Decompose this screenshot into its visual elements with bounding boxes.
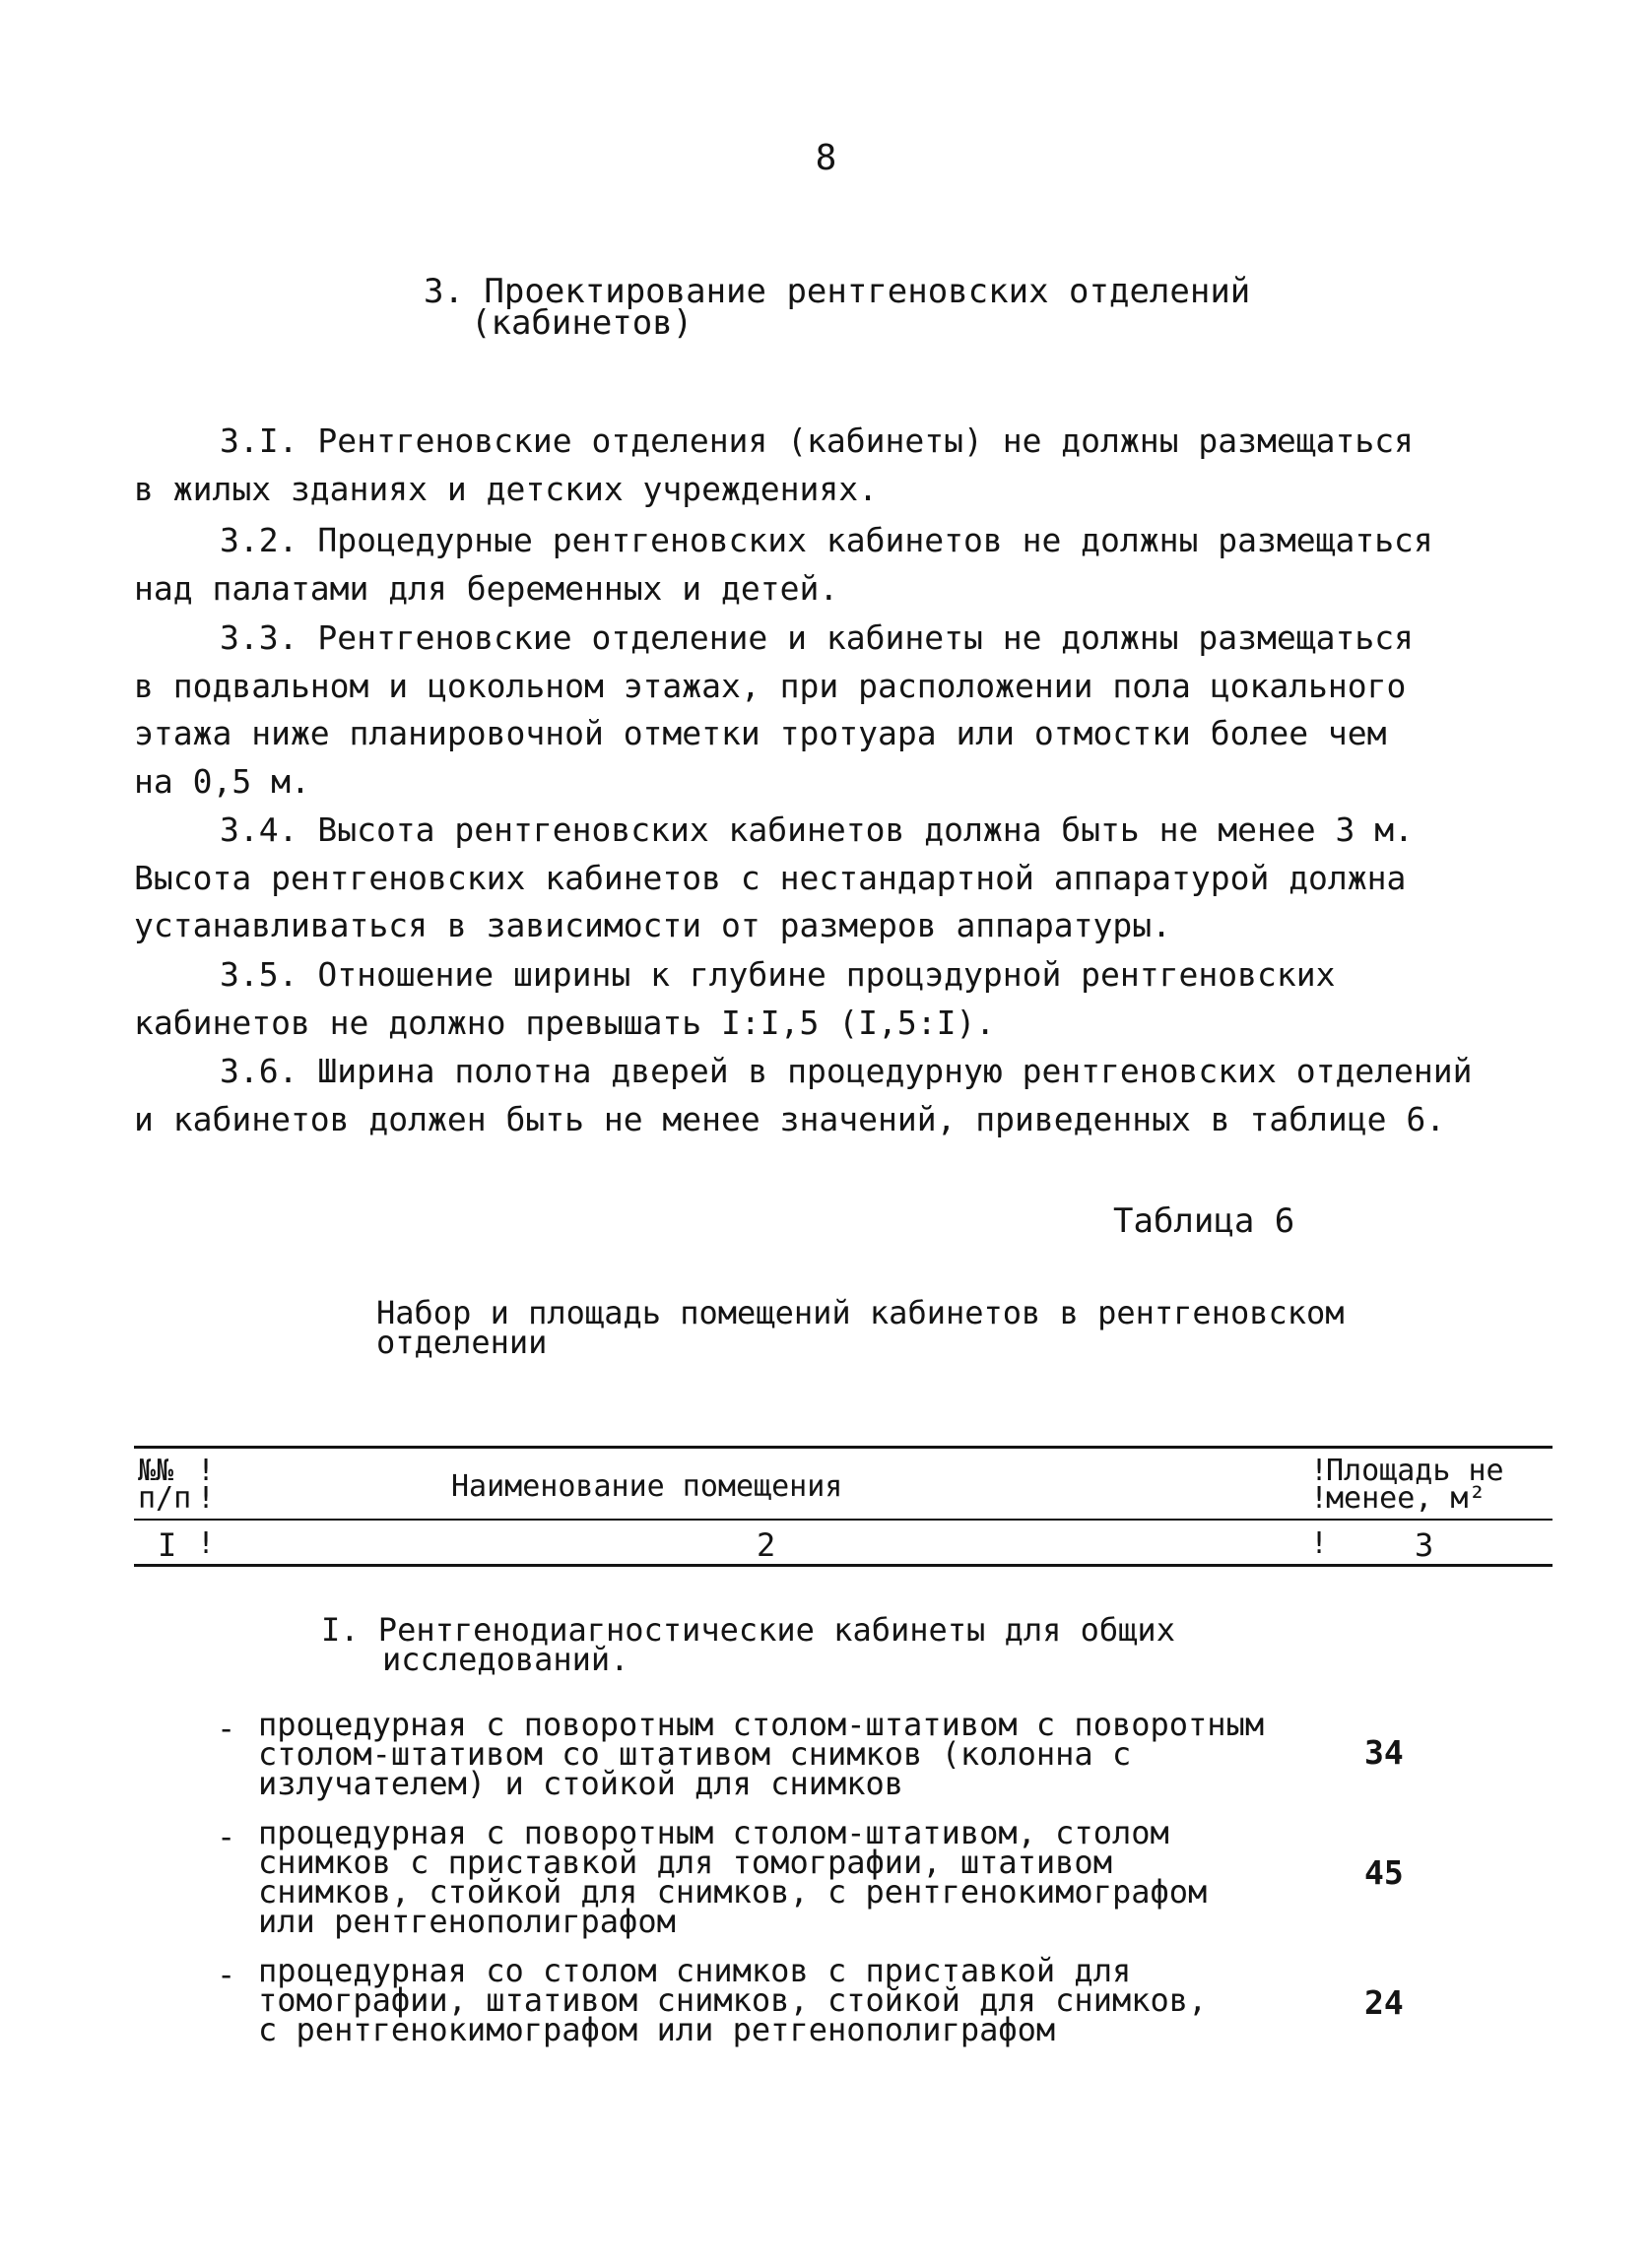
table-header-rule	[134, 1519, 1553, 1521]
table-numbers-rule	[134, 1564, 1553, 1567]
table-section-line2: исследований.	[382, 1641, 629, 1678]
col-header-number	[138, 1454, 192, 1516]
col-header-area-line1: Площадь не	[1326, 1454, 1504, 1488]
table-title	[376, 1294, 1345, 1361]
column-separator: !	[1310, 1454, 1329, 1488]
table-section-line1: I. Рентгенодиагностические кабинеты для общих	[321, 1611, 1175, 1649]
table-row	[217, 1814, 1487, 1956]
col-header-area	[1326, 1454, 1504, 1516]
paragraph-line: в жилых зданиях и детских учреждениях.	[134, 469, 878, 508]
table-title-line2: отделении	[376, 1324, 548, 1361]
table-section-heading	[321, 1611, 1175, 1678]
paragraph-3-4	[134, 807, 1414, 950]
paragraph-line: над палатами для беременных и детей.	[134, 568, 839, 608]
room-area: 34	[1364, 1733, 1404, 1772]
paragraph-3-1	[134, 418, 1414, 513]
col-header-name: Наименование помещения	[451, 1469, 843, 1504]
paragraph-line: 3.4. Высота рентгеновских кабинетов должна быть не менее 3 м.	[220, 810, 1414, 849]
col-header-number-line1: №№	[138, 1454, 174, 1488]
col-number-2: 2	[757, 1526, 776, 1564]
column-separator: !	[197, 1481, 216, 1516]
column-separator: !	[197, 1454, 216, 1488]
section-heading-line2: (кабинетов)	[471, 303, 694, 343]
paragraph-line: и кабинетов должен быть не менее значений, приведенных в таблице 6.	[134, 1099, 1446, 1138]
list-dash: -	[217, 1956, 236, 1993]
paragraph-3-5	[134, 951, 1335, 1047]
paragraph-line: в подвальном и цокольном этажах, при расположении пола цокального	[134, 666, 1407, 705]
table-label: Таблица 6	[1113, 1201, 1295, 1241]
paragraph-3-6	[134, 1048, 1473, 1143]
column-separator: !	[197, 1526, 216, 1561]
col-number-1: I	[158, 1526, 177, 1564]
paragraph-line: Высота рентгеновских кабинетов с нестандартной аппаратурой должна	[134, 858, 1407, 897]
col-header-number-line2: п/п	[138, 1481, 192, 1516]
paragraph-3-3	[134, 615, 1414, 806]
page-number: 8	[815, 138, 837, 178]
paragraph-line: 3.6. Ширина полотна дверей в процедурную рентгеновских отделений	[220, 1052, 1473, 1090]
table-row	[217, 1952, 1487, 2074]
list-dash: -	[217, 1818, 236, 1855]
paragraph-line: 3.I. Рентгеновские отделения (кабинеты) не должны размещаться	[220, 421, 1414, 460]
table-title-line1: Набор и площадь помещений кабинетов в рентгеновском	[376, 1294, 1345, 1331]
room-area: 24	[1364, 1983, 1404, 2022]
section-heading	[424, 272, 1251, 343]
column-separator: !	[1310, 1526, 1329, 1561]
table-row	[217, 1706, 1487, 1828]
col-number-3: 3	[1415, 1526, 1434, 1564]
room-name: процедурная со столом снимков с приставкой для томографии, штативом снимков, стойкой для снимков, с рентгенокимографом или ретгенополиграфом	[258, 1952, 1208, 2048]
paragraph-line: устанавливаться в зависимости от размеров аппаратуры.	[134, 906, 1171, 944]
paragraph-line: 3.2. Процедурные рентгеновских кабинетов не должны размещаться	[220, 521, 1433, 559]
paragraph-line: 3.5. Отношение ширины к глубине процэдурной рентгеновских	[220, 955, 1336, 994]
room-name: процедурная с поворотным столом-штативом, столом снимков с приставкой для томографии, штативом снимков, стойкой для снимков, с рентгенокимографом или рентгенополиграфом	[258, 1814, 1208, 1940]
table-top-rule	[134, 1446, 1553, 1449]
paragraph-line: на 0,5 м.	[134, 761, 310, 801]
paragraph-line: этажа ниже планировочной отметки тротуара или отмостки более чем	[134, 714, 1387, 752]
col-header-area-line2: менее, м²	[1326, 1481, 1487, 1516]
column-separator: !	[1310, 1481, 1329, 1516]
paragraph-line: кабинетов не должно превышать I:I,5 (I,5:I).	[134, 1003, 996, 1042]
paragraph-3-2	[134, 517, 1433, 613]
section-heading-line1: 3. Проектирование рентгеновских отделений	[424, 272, 1251, 311]
room-area: 45	[1364, 1853, 1404, 1892]
paragraph-line: 3.3. Рентгеновские отделение и кабинеты не должны размещаться	[220, 618, 1414, 657]
room-name: процедурная с поворотным столом-штативом с поворотным столом-штативом со штативом снимков (колонна с излучателем) и стойкой для снимков	[258, 1706, 1265, 1802]
list-dash: -	[217, 1710, 236, 1747]
